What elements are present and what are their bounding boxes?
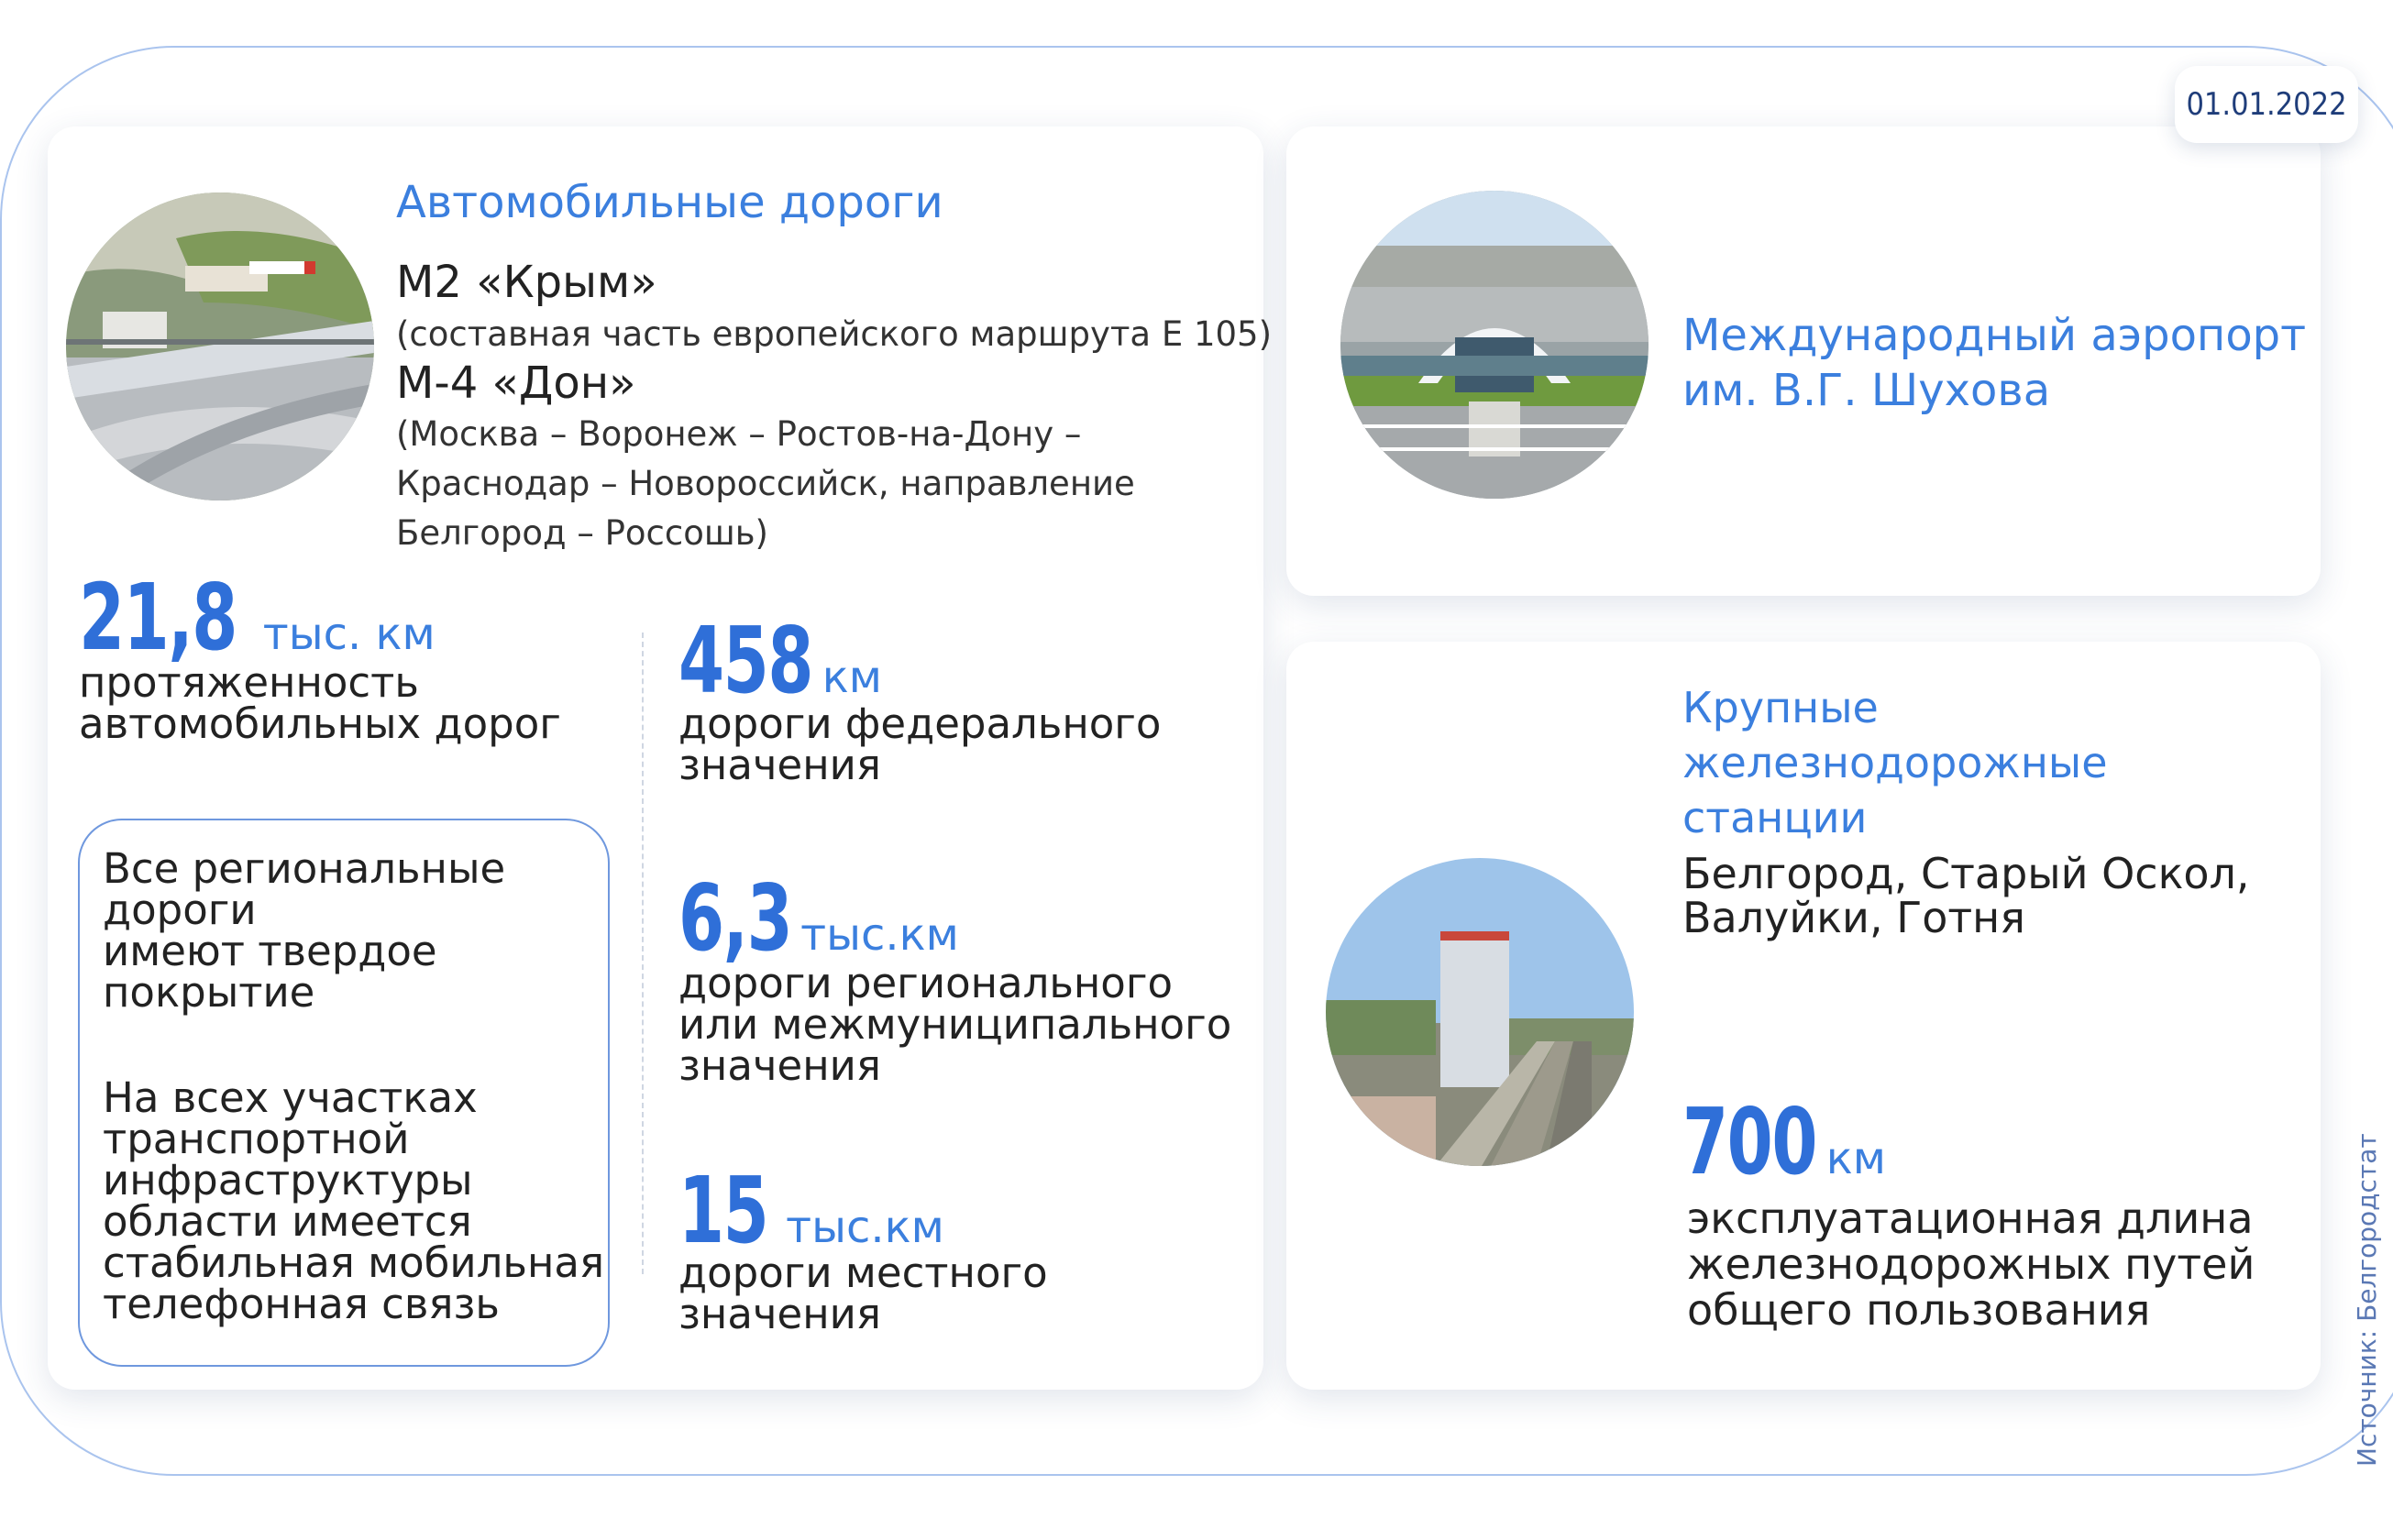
note-1-line-3: имеют твердое <box>103 927 437 975</box>
regional-desc-3: значения <box>678 1041 881 1090</box>
m4-note-1: (Москва – Воронеж – Ростов-на-Дону – <box>396 414 1082 454</box>
airport-photo-graphic <box>1340 191 1649 499</box>
rail-photo-graphic <box>1326 858 1634 1166</box>
total-length-desc-1: протяженность <box>79 658 419 707</box>
m2-note: (составная часть европейского маршрута Е 105) <box>396 314 1273 354</box>
regional-stat <box>678 864 959 972</box>
rail-length-stat <box>1682 1088 1886 1195</box>
federal-unit: км <box>822 652 882 703</box>
total-length-stat <box>79 564 436 671</box>
highway-interchange-photo <box>66 192 374 500</box>
federal-stat <box>678 607 882 714</box>
highway-photo-graphic <box>66 192 374 500</box>
note-2-line-4: области имеется <box>103 1197 472 1246</box>
note-1-line-2: дороги <box>103 886 257 934</box>
rail-stations-1: Белгород, Старый Оскол, <box>1682 849 2250 898</box>
date-badge: 01.01.2022 <box>2175 66 2358 143</box>
federal-desc-1: дороги федерального <box>678 699 1162 748</box>
roads-title: Автомобильные дороги <box>396 177 943 228</box>
regional-unit: тыс.км <box>800 909 959 961</box>
total-length-unit: тыс. км <box>262 609 436 660</box>
local-value: 15 <box>678 1157 768 1264</box>
federal-desc-2: значения <box>678 741 881 789</box>
local-unit: тыс.км <box>786 1202 944 1253</box>
m4-note-2: Краснодар – Новороссийск, направление <box>396 464 1135 503</box>
airport-line-1: Международный аэропорт <box>1682 310 2307 361</box>
rail-length-value: 700 <box>1682 1088 1816 1195</box>
rail-title-1: Крупные <box>1682 683 1879 732</box>
rail-title-3: станции <box>1682 793 1868 842</box>
total-length-value: 21,8 <box>79 564 237 671</box>
rail-length-desc-3: общего пользования <box>1687 1285 2151 1335</box>
rail-length-desc-2: железнодорожных путей <box>1687 1239 2255 1289</box>
federal-value: 458 <box>678 607 812 714</box>
rail-length-desc-1: эксплуатационная длина <box>1687 1194 2254 1243</box>
note-1-line-4: покрытие <box>103 968 315 1017</box>
m4-name: М-4 «Дон» <box>396 358 636 409</box>
source-note: Источник: Белгородстат <box>2352 1133 2382 1467</box>
rail-length-unit: км <box>1825 1133 1886 1184</box>
railway-station-photo <box>1326 858 1634 1166</box>
note-2-line-5: стабильная мобильная <box>103 1238 605 1287</box>
regional-desc-1: дороги регионального <box>678 959 1174 1007</box>
rail-stations-2: Валуйки, Готня <box>1682 893 2025 942</box>
total-length-desc-2: автомобильных дорог <box>79 699 561 748</box>
airport-terminal-photo <box>1340 191 1649 499</box>
m4-note-3: Белгород – Россошь) <box>396 513 768 553</box>
note-2-line-3: инфраструктуры <box>103 1156 473 1204</box>
column-divider <box>642 632 644 1274</box>
local-desc-2: значения <box>678 1290 881 1338</box>
regional-value: 6,3 <box>678 864 792 972</box>
note-2-line-1: На всех участках <box>103 1073 478 1122</box>
rail-title-2: железнодорожные <box>1682 738 2108 787</box>
note-1-line-1: Все региональные <box>103 844 506 893</box>
note-2-line-6: телефонная связь <box>103 1280 500 1328</box>
note-2-line-2: транспортной <box>103 1115 410 1163</box>
regional-desc-2: или межмуниципального <box>678 1000 1232 1049</box>
local-desc-1: дороги местного <box>678 1248 1048 1297</box>
m2-name: М2 «Крым» <box>396 257 657 308</box>
airport-line-2: им. В.Г. Шухова <box>1682 365 2051 416</box>
